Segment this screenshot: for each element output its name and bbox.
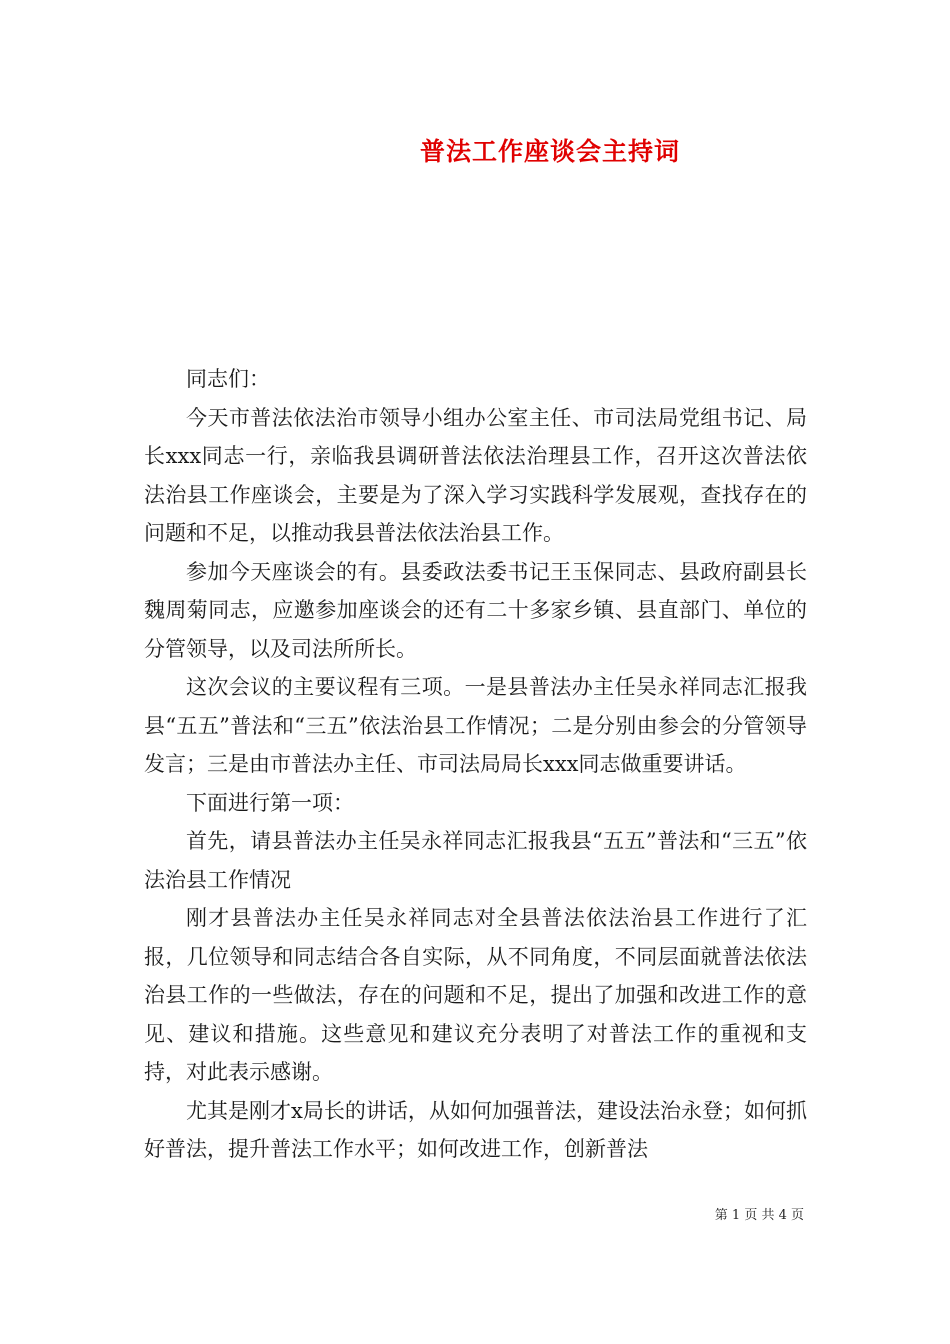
paragraph-intro: 今天市普法依法治市领导小组办公室主任、市司法局党组书记、局长xxx同志一行，亲临我县调研普法依法治理县工作，召开这次普法依法治县工作座谈会，主要是为了深入学习实践科学发展观，查找存在的问题和不足，以推动我县普法依法治县工作。 (144, 405, 807, 545)
paragraph-agenda: 这次会议的主要议程有三项。一是县普法办主任吴永祥同志汇报我县“五五”普法和“三五”依法治县工作情况；二是分别由参会的分管领导发言；三是由市普法办主任、市司法局局长xxx同志做重要讲话。 (144, 675, 807, 776)
document-body (144, 360, 807, 1169)
paragraph-summary: 刚才县普法办主任吴永祥同志对全县普法依法治县工作进行了汇报，几位领导和同志结合各自实际，从不同角度，不同层面就普法依法治县工作的一些做法，存在的问题和不足，提出了加强和改进工作的意见、建议和措施。这些意见和建议充分表明了对普法工作的重视和支持，对此表示感谢。 (144, 906, 807, 1084)
page-number: 第 1 页 共 4 页 (714, 1208, 804, 1223)
paragraph-greeting: 同志们： (186, 367, 270, 391)
paragraph-report-request: 首先，请县普法办主任吴永祥同志汇报我县“五五”普法和“三五”依法治县工作情况 (144, 829, 807, 892)
paragraph-attendees: 参加今天座谈会的有。县委政法委书记王玉保同志、县政府副县长魏周菊同志，应邀参加座谈会的还有二十多家乡镇、县直部门、单位的分管领导，以及司法所所长。 (144, 559, 807, 661)
paragraph-speech: 尤其是刚才x局长的讲话，从如何加强普法，建设法治永登；如何抓好普法，提升普法工作水平；如何改进工作，创新普法 (144, 1098, 807, 1161)
paragraph-first-item: 下面进行第一项： (186, 790, 354, 815)
document-title: 普法工作座谈会主持词 (419, 137, 680, 166)
